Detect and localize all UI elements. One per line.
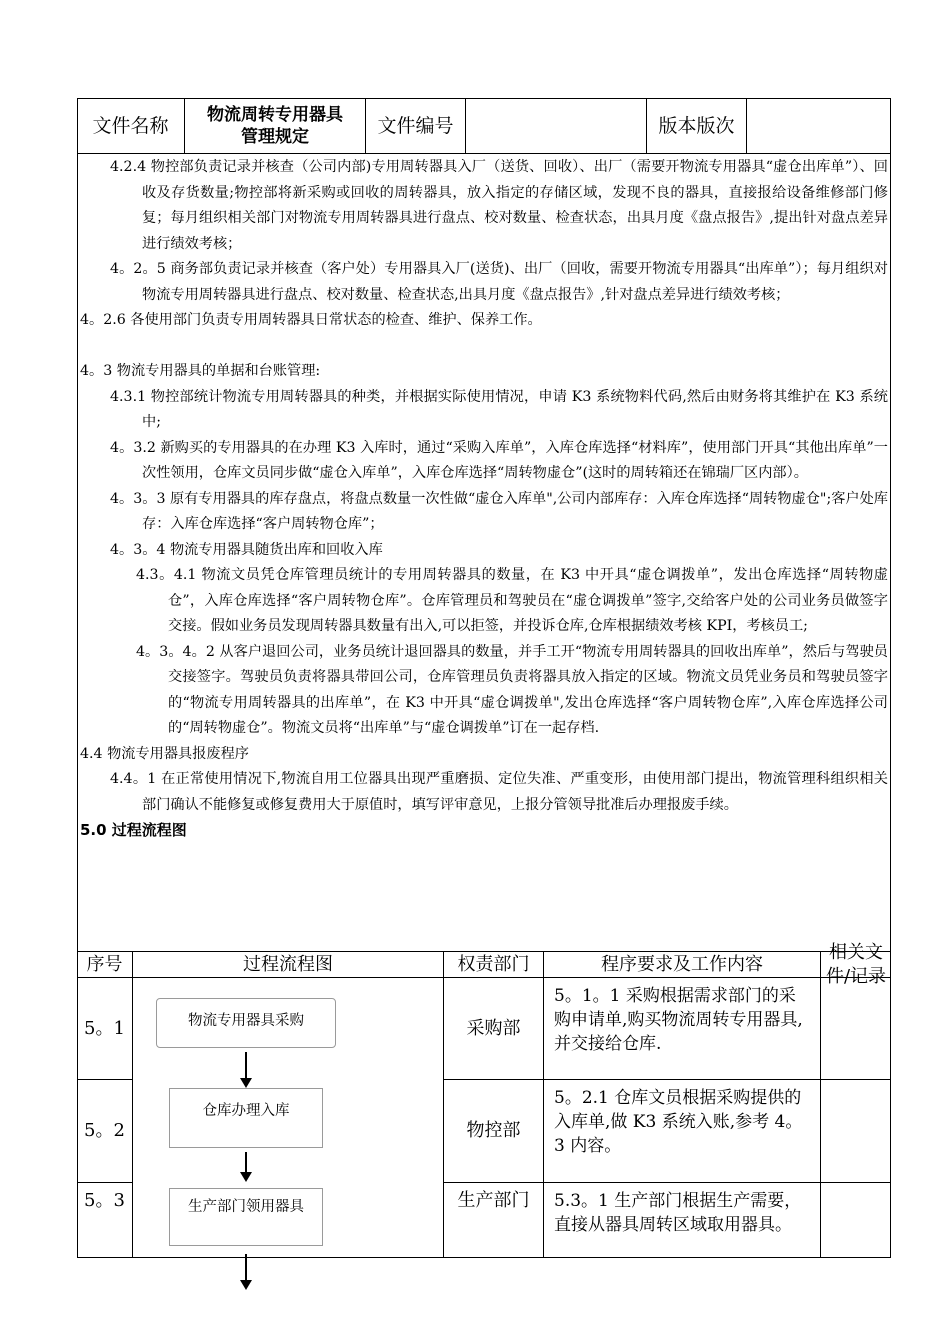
paragraph-4-3-3: 4。3。3 原有专用器具的库存盘点，将盘点数量一次性做“虚仓入库单",公司内部库存：入库仓库选择“周转物虚仓";客户处库存：入库仓库选择“客户周转物仓库”； — [110, 490, 888, 532]
paragraph-4-4-1: 4.4。1 在正常使用情况下,物流自用工位器具出现严重磨损、定位失准、严重变形，由使用部门提出，物流管理科组织相关部门确认不能修复或修复费用大于原值时，填写评审意见，上报分管领导批准后办理报废手续。 — [110, 771, 888, 813]
flow-arrowhead-2 — [240, 1172, 252, 1182]
row1-content: 5。1。1 采购根据需求部门的采购申请单,购买物流周转专用器具,并交接给仓库. — [544, 977, 821, 1079]
paragraph-4-3-1: 4.3.1 物控部统计物流专用周转器具的种类，并根据实际使用情况，申请 K3 系统物料代码,然后由财务将其维护在 K3 系统中; — [110, 388, 888, 430]
flow-box-purchase: 物流专用器具采购 — [156, 998, 336, 1048]
row3-record — [821, 1182, 891, 1258]
col-header-content: 程序要求及工作内容 — [544, 951, 821, 977]
row2-seq: 5。2 — [77, 1079, 133, 1182]
flow-box-production-use: 生产部门领用器具 — [169, 1188, 323, 1246]
flow-box-warehouse-inbound: 仓库办理入库 — [169, 1088, 323, 1148]
paragraph-4-3-4-1: 4.3。4.1 物流文员凭仓库管理员统计的专用周转器具的数量，在 K3 中开具“虚仓调拨单”，发出仓库选择“周转物虚仓”，入库仓库选择“客户周转物仓库”。仓库管理员和驾驶员在“虚仓调拨单”签字,交给客户处的公司业务员做签字交接。假如业务员发现周转器具数量有出入,可以拒签，并投诉仓库,仓库根据绩效考核 KPI，考核员工; — [136, 567, 888, 634]
section-heading-5: 5.0 过程流程图 — [80, 821, 187, 839]
col-header-seq: 序号 — [77, 951, 133, 977]
row1-dept: 采购部 — [444, 977, 544, 1079]
document-body — [80, 155, 888, 844]
paragraph-4-4: 4.4 物流专用器具报废程序 — [80, 745, 249, 762]
paragraph-4-3-2: 4。3.2 新购买的专用器具的在办理 K3 入库时，通过“采购入库单”，入库仓库选择“材料库”，使用部门开具“其他出库单”一次性领用，仓库文员同步做“虚仓入库单”，入库仓库选择“周转物虚仓”(这时的周转箱还在锦瑞厂区内部）。 — [110, 439, 888, 481]
row2-content: 5。2.1 仓库文员根据采购提供的入库单,做 K3 系统入账,参考 4。3 内容。 — [544, 1079, 821, 1182]
file-name-line1: 物流周转专用器具 — [207, 104, 343, 125]
version-value — [747, 98, 891, 154]
paragraph-4-2-6: 4。2.6 各使用部门负责专用周转器具日常状态的检查、维护、保养工作。 — [80, 312, 542, 328]
row3-dept: 生产部门 — [444, 1182, 544, 1258]
flow-arrow-1 — [245, 1052, 247, 1078]
row1-record — [821, 977, 891, 1079]
paragraph-4-3-4-2: 4。3。4。2 从客户退回公司，业务员统计退回器具的数量，并手工开“物流专用周转器具的回收出库单”，然后与驾驶员交接签字。驾驶员负责将器具带回公司，仓库管理员负责将器具放入指定的区域。物流文员凭业务员和驾驶员签字的“物流专用周转器具的出库单”，在 K3 中开具“虚仓调拨单",发出仓库选择“客户周转物仓库”,入库仓库选择公司的“周转物虚仓”。物流文员将“出库单”与“虚仓调拨单”订在一起存档. — [136, 643, 888, 736]
file-name-line2: 管理规定 — [241, 126, 309, 147]
paragraph-4-3: 4。3 物流专用器具的单据和台账管理: — [80, 363, 321, 379]
flow-arrow-2 — [245, 1152, 247, 1172]
header-table — [77, 98, 891, 154]
row2-dept: 物控部 — [444, 1079, 544, 1182]
flow-arrow-3 — [245, 1254, 247, 1280]
row1-seq: 5。1 — [77, 977, 133, 1079]
version-label: 版本版次 — [647, 98, 747, 154]
file-name-value — [185, 98, 366, 154]
col-header-record: 相关文件/记录 — [821, 951, 891, 977]
row3-content: 5.3。1 生产部门根据生产需要，直接从器具周转区域取用器具。 — [544, 1182, 821, 1258]
paragraph-4-3-4: 4。3。4 物流专用器具随货出库和回收入库 — [110, 541, 383, 558]
row2-record — [821, 1079, 891, 1182]
row3-seq: 5。3 — [77, 1182, 133, 1258]
file-number-label: 文件编号 — [366, 98, 466, 154]
col-header-flow: 过程流程图 — [133, 951, 444, 977]
blank-line — [80, 334, 888, 360]
file-number-value — [466, 98, 647, 154]
col-header-dept: 权责部门 — [444, 951, 544, 977]
flow-arrowhead-1 — [240, 1078, 252, 1088]
paragraph-4-2-5: 4。2。5 商务部负责记录并核查（客户处）专用器具入厂(送货)、出厂（回收，需要开物流专用器具“出库单”）；每月组织对物流专用周转器具进行盘点、校对数量、检查状态,出具月度《盘点报告》,针对盘点差异进行绩效考核； — [110, 261, 888, 303]
paragraph-4-2-4: 4.2.4 物控部负责记录并核查（公司内部)专用周转器具入厂（送货、回收）、出厂（需要开物流专用器具“虚仓出库单”）、回收及存货数量;物控部将新采购或回收的周转器具，放入指定的存储区域，发现不良的器具，直接报给设备维修部门修复；每月组织相关部门对物流专用周转器具进行盘点、校对数量、检查状态，出具月度《盘点报告》,提出针对盘点差异进行绩效考核； — [110, 159, 888, 252]
flow-arrowhead-3 — [240, 1280, 252, 1290]
file-name-label: 文件名称 — [77, 98, 185, 154]
